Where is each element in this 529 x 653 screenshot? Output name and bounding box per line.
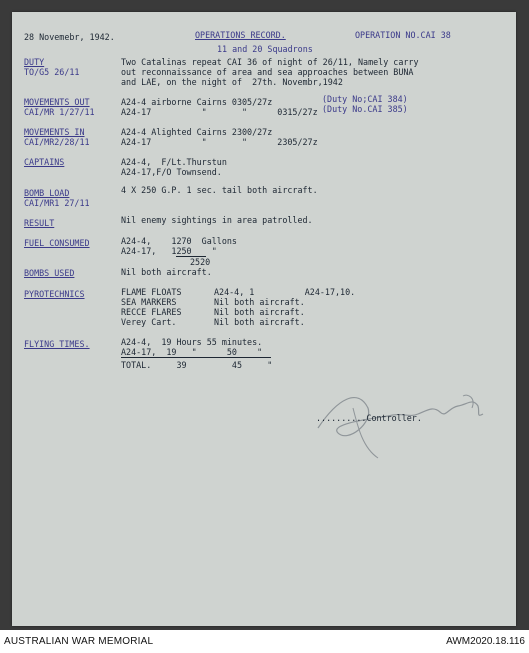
flying-times-label: FLYING TIMES.	[24, 339, 90, 349]
verey-cart-value: Nil both aircraft.	[214, 317, 305, 327]
movements-out-duty-1: (Duty No;CAI 384)	[322, 94, 408, 104]
captains-line-1: A24-4, F/Lt.Thurstun	[121, 157, 227, 167]
squadrons-line: 11 and 20 Squadrons	[217, 44, 313, 54]
pyrotechnics-label: PYROTECHNICS	[24, 289, 85, 299]
verey-cart-label: Verey Cart.	[121, 317, 177, 327]
recce-flares-label: RECCE FLARES	[121, 307, 182, 317]
movements-out-label: MOVEMENTS OUT	[24, 97, 90, 107]
duty-text-1: Two Catalinas repeat CAI 36 of night of 26/11, Namely carry	[121, 57, 419, 67]
sea-markers-value: Nil both aircraft.	[214, 297, 305, 307]
operation-number: OPERATION NO.CAI 38	[355, 30, 451, 40]
movements-out-line-2: A24-17 " " 0315/27z	[121, 107, 318, 117]
bombs-used-text: Nil both aircraft.	[121, 267, 212, 277]
flying-times-total: TOTAL. 39 45 "	[121, 360, 273, 370]
archive-footer	[0, 630, 529, 653]
record-date: 28 Novemebr, 1942.	[24, 32, 115, 42]
duty-text-2: out reconnaissance of area and sea approaches between BUNA	[121, 67, 414, 77]
flame-floats-label: FLAME FLOATS	[121, 287, 182, 297]
captains-line-2: A24-17,F/O Townsend.	[121, 167, 222, 177]
flame-floats-values: A24-4, 1 A24-17,10.	[214, 287, 356, 297]
duty-ref: TO/G5 26/11	[24, 67, 80, 77]
movements-in-line-1: A24-4 Alighted Cairns 2300/27z	[121, 127, 273, 137]
bombs-used-label: BOMBS USED	[24, 268, 75, 278]
sea-markers-label: SEA MARKERS	[121, 297, 177, 307]
fuel-total: 2520	[190, 257, 211, 267]
footer-accession: AWM2020.18.116	[446, 636, 525, 647]
movements-out-ref: CAI/MR 1/27/11	[24, 107, 95, 117]
movements-out-line-1: A24-4 airborne Cairns 0305/27z	[121, 97, 273, 107]
handwritten-signature	[308, 378, 498, 468]
controller-line: ..........Controller.	[316, 413, 422, 423]
bomb-load-ref: CAI/MR1 27/11	[24, 198, 90, 208]
movements-in-label: MOVEMENTS IN	[24, 127, 85, 137]
recce-flares-value: Nil both aircraft.	[214, 307, 305, 317]
result-text: Nil enemy sightings in area patrolled.	[121, 215, 313, 225]
fuel-line-1: A24-4, 1270 Gallons	[121, 236, 237, 246]
fuel-line-2: A24-17, 1250 "	[121, 246, 217, 256]
flying-times-line-1: A24-4, 19 Hours 55 minutes.	[121, 337, 263, 347]
captains-label: CAPTAINS	[24, 157, 65, 167]
duty-text-3: and LAE, on the night of 27th. Novembr,1942	[121, 77, 343, 87]
movements-in-line-2: A24-17 " " 2305/27z	[121, 137, 318, 147]
flying-times-line-2: A24-17, 19 " 50 "	[121, 347, 263, 357]
record-title: OPERATIONS RECORD.	[195, 30, 286, 40]
movements-in-ref: CAI/MR2/28/11	[24, 137, 90, 147]
footer-institution: AUSTRALIAN WAR MEMORIAL	[4, 636, 154, 647]
duty-label: DUTY	[24, 57, 45, 67]
bomb-load-label: BOMB LOAD	[24, 188, 70, 198]
flying-times-rule	[121, 357, 271, 358]
bomb-load-text: 4 X 250 G.P. 1 sec. tail both aircraft.	[121, 185, 318, 195]
document-page	[12, 12, 516, 626]
movements-out-duty-2: (Duty No.CAI 385)	[322, 104, 408, 114]
result-label: RESULT	[24, 218, 55, 228]
fuel-label: FUEL CONSUMED	[24, 238, 90, 248]
